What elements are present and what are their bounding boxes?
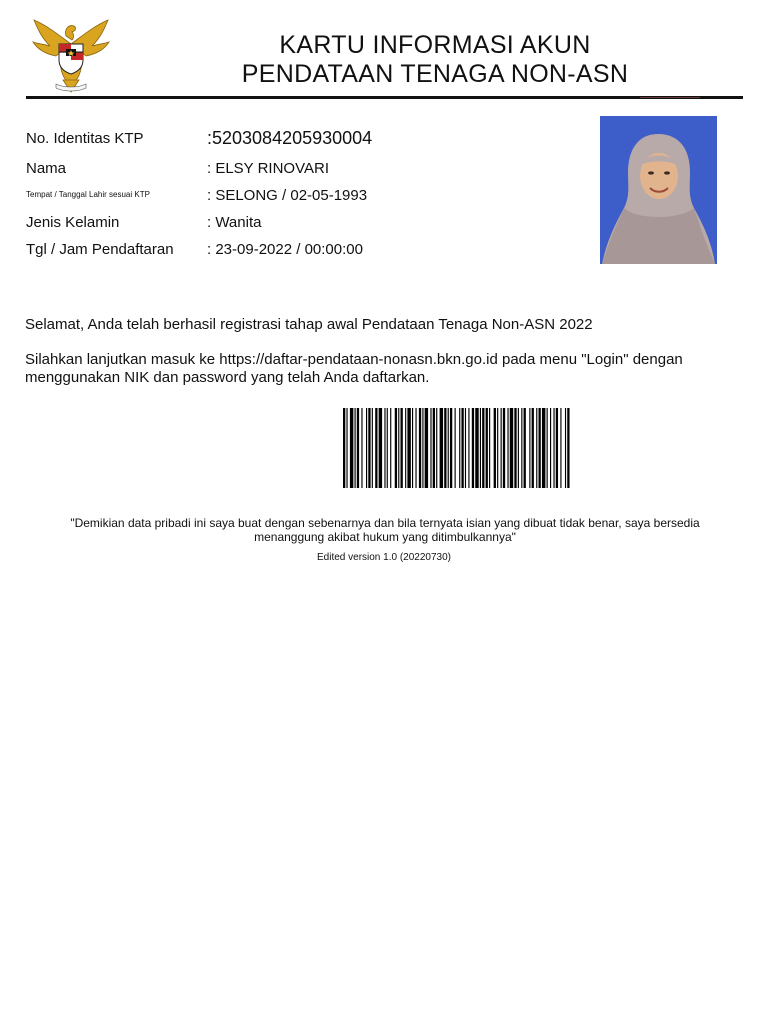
card-title-line1: KARTU INFORMASI AKUN xyxy=(279,31,591,59)
garuda-emblem-icon xyxy=(30,14,112,94)
jenis-kelamin-value: : Wanita xyxy=(207,214,262,231)
header-tiny-mark xyxy=(640,96,700,101)
jenis-kelamin-label: Jenis Kelamin xyxy=(26,214,120,231)
declaration-statement: "Demikian data pribadi ini saya buat dengan sebenarnya dan bila ternyata isian yang dibuat tidak benar, saya bersedia menanggung akibat hukum yang ditimbulkannya" xyxy=(70,516,700,544)
ttl-label: Tempat / Tanggal Lahir sesuai KTP xyxy=(26,190,150,199)
profile-photo xyxy=(600,116,717,264)
nik-value: :5203084205930004 xyxy=(207,128,373,148)
tgl-daftar-value: : 23-09-2022 / 00:00:00 xyxy=(207,241,363,258)
registration-success-message: Selamat, Anda telah berhasil registrasi tahap awal Pendataan Tenaga Non-ASN 2022 xyxy=(25,316,593,333)
barcode-icon xyxy=(343,408,653,488)
ttl-value: : SELONG / 02-05-1993 xyxy=(207,187,368,204)
tgl-daftar-label: Tgl / Jam Pendaftaran xyxy=(26,241,174,258)
nik-label: No. Identitas KTP xyxy=(26,130,144,147)
version-note: Edited version 1.0 (20220730) xyxy=(317,552,451,563)
nama-label: Nama xyxy=(26,160,67,177)
card-title-line2: PENDATAAN TENAGA NON-ASN xyxy=(241,60,629,88)
nama-value: : ELSY RINOVARI xyxy=(207,160,329,177)
header-divider xyxy=(26,96,743,99)
login-instruction-message: Silahkan lanjutkan masuk ke https://daftar-pendataan-nonasn.bkn.go.id pada menu "Login" dengan menggunakan NIK dan password yang telah Anda daftarkan. xyxy=(25,351,683,386)
